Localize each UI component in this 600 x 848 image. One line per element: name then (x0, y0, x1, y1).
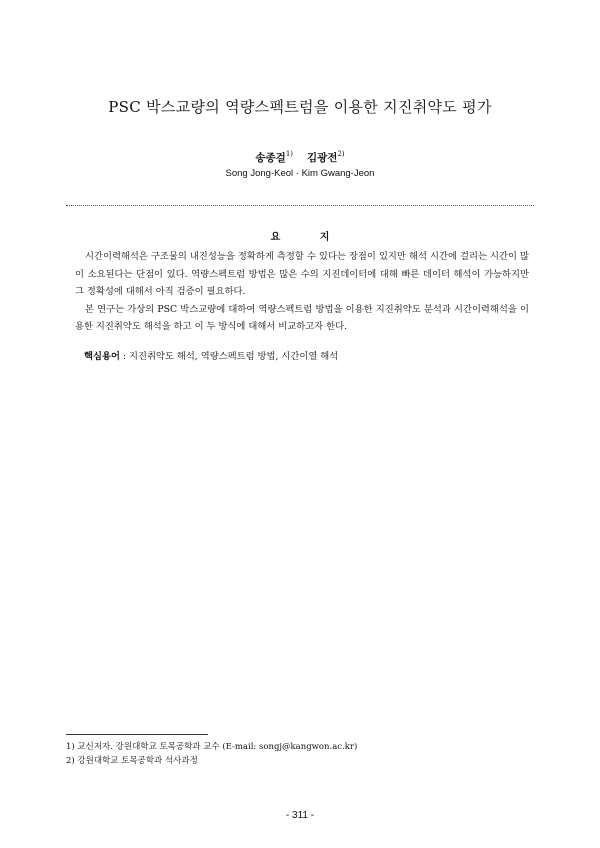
abstract-paragraph: 시간이력해석은 구조물의 내진성능을 정확하게 측정할 수 있다는 장점이 있지만 해석 시간에 걸리는 시간이 많이 소요된다는 단점이 있다. 역량스펙트럼 방법은 많은 수의 지진데이터에 대해 빠른 데이터 해석이 가능하지만 그 정확성에 대해서 아직 검증이 필요하다. (75, 251, 529, 297)
author-footnote-mark: 2) (337, 149, 345, 158)
footnotes (66, 740, 536, 768)
author-name: 송종걸 (255, 152, 286, 164)
authors-korean (0, 150, 600, 165)
keywords-separator: : (119, 351, 129, 362)
section-divider (66, 205, 534, 206)
keywords (84, 348, 524, 362)
footnote-divider (66, 734, 208, 735)
keywords-label: 핵심용어 (84, 351, 120, 362)
footnote: 2) 강원대학교 토목공학과 석사과정 (66, 756, 198, 766)
keywords-text: 지진취약도 해석, 역량스펙트럼 방법, 시간이열 해석 (128, 351, 339, 362)
abstract-heading: 요 지 (270, 232, 348, 243)
abstract-body (75, 248, 529, 336)
footnote: 1) 교신저자. 강원대학교 토목공학과 교수 (E-mail: songj@kangwon.ac.kr) (66, 742, 358, 752)
abstract-paragraph: 본 연구는 가상의 PSC 박스교량에 대하여 역량스펙트럼 방법을 이용한 지진취약도 분석과 시간이력해석을 이용한 지진취약도 해석을 하고 이 두 방식에 대해서 비교하고자 한다. (75, 303, 529, 332)
paper-title: PSC 박스교량의 역량스펙트럼을 이용한 지진취약도 평가 (108, 98, 492, 116)
page-number: - 311 - (285, 810, 315, 821)
author-footnote-mark: 1) (285, 149, 293, 158)
author-name: 김광전 (307, 152, 338, 164)
authors-english: Song Jong-Keol · Kim Gwang-Jeon (225, 168, 375, 179)
